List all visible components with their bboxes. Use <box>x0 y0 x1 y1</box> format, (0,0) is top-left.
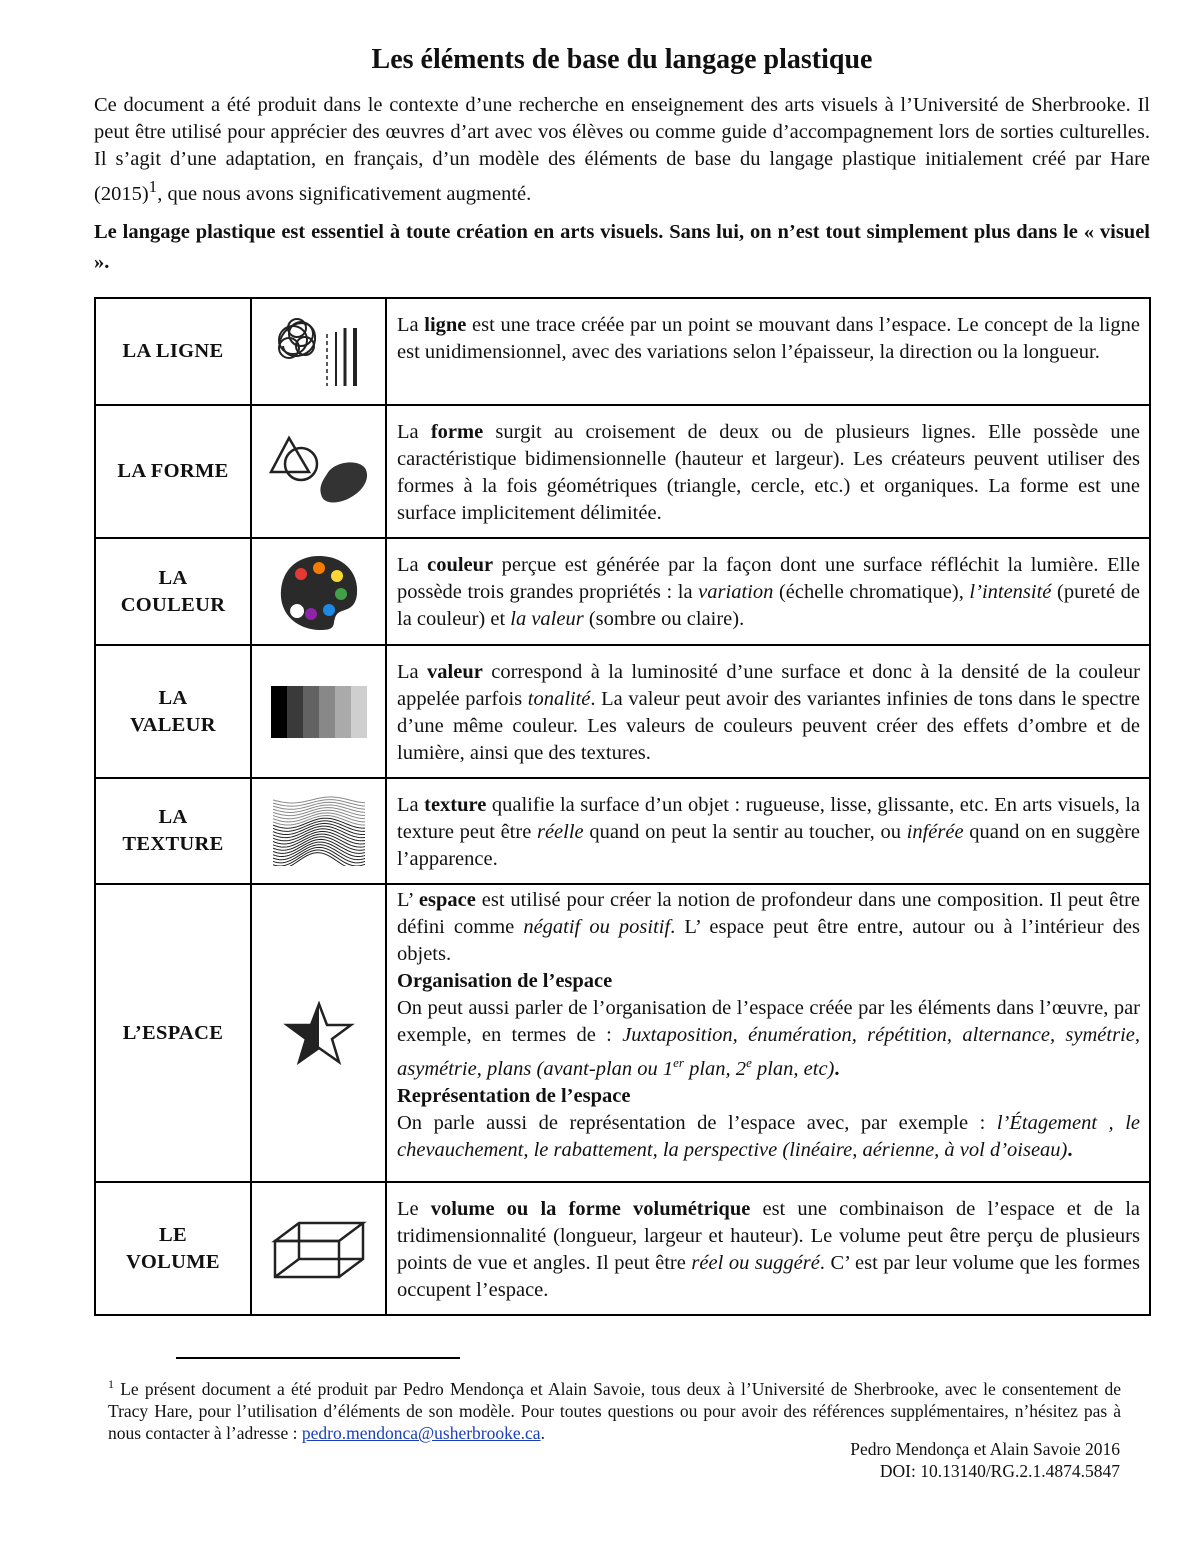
element-name-text: L’ESPACE <box>122 1021 224 1044</box>
keyword: texture <box>424 794 487 816</box>
table-row <box>95 538 1150 645</box>
wireframe-box-icon <box>271 1217 367 1281</box>
lead-statement: Le langage plastique est essentiel à toute création en arts visuels. Sans lui, on n’est tout simplement plus dans le « visuel ». <box>94 220 1150 273</box>
element-name <box>95 405 251 538</box>
table-row <box>95 298 1150 405</box>
page-title: Les éléments de base du langage plastique <box>371 44 873 75</box>
value-scale-icon <box>271 686 367 738</box>
palette-paint-spot <box>331 570 343 582</box>
keyword: espace <box>418 889 476 911</box>
table-row <box>95 1182 1150 1315</box>
credit-block <box>850 1438 1120 1482</box>
value-swatch <box>351 686 367 738</box>
keyword: couleur <box>427 554 494 576</box>
element-description: L’ espace est utilisé pour créer la notion de profondeur dans une composition. Il peut être défini comme négatif ou positif. L’ espace peut être entre, autour ou à l’intérieur des objets. Organisation de l’espace On peut aussi parler de l’organisation de l’espace créée par les éléments dans l’œuvre, par exemple, en termes de : Juxtaposition, énumération, répétition, alternance, symétrie, asymétrie, plans (avant-plan ou 1er plan, 2e plan, etc). Représentation de l’espace On parle aussi de représentation de l’espace avec, par exemple : l’Étagement , le chevauchement, le rabattement, la perspective (linéaire, aérienne, à vol d’oiseau). <box>386 884 1150 1182</box>
authors-year: Pedro Mendonça et Alain Savoie 2016 <box>850 1439 1120 1459</box>
value-swatch <box>287 686 304 738</box>
footnote-number: 1 <box>108 1377 114 1391</box>
element-name: LA COULEUR <box>95 538 251 645</box>
element-description: La texture qualifie la surface d’un objet : rugueuse, lisse, glissante, etc. En arts visuels, la texture peut être réelle quand on peut la sentir au toucher, ou inférée quand on en suggère l’apparence. <box>386 778 1150 884</box>
element-name: LA VALEUR <box>95 645 251 778</box>
element-name-text: LA FORME <box>117 460 229 482</box>
icon-cell <box>251 884 386 1182</box>
element-name-text: LA LIGNE <box>122 340 224 362</box>
line-scribble-icon <box>271 314 367 390</box>
value-swatch <box>319 686 336 738</box>
icon-cell <box>251 645 386 778</box>
palette-icon <box>277 552 361 632</box>
footnote-ref[interactable]: 1 <box>148 177 158 196</box>
palette-paint-spot <box>313 562 325 574</box>
texture-wave-line <box>273 797 365 803</box>
palette-paint-spot <box>335 588 347 600</box>
subheading: Organisation de l’espace <box>397 970 613 992</box>
email-link[interactable]: pedro.mendonca@usherbrooke.ca <box>301 1422 541 1443</box>
value-swatch <box>303 686 320 738</box>
intro-text: Ce document a été produit dans le contexte d’une recherche en enseignement des arts visuels à l’Université de Sherbrooke. Il peut être utilisé pour apprécier des œuvres d’art avec vos élèves ou comme guide d’accompagnement lors de sorties culturelles. Il s’agit d’une adaptation, en français, d’un modèle des éléments de base du langage plastique initialement créé par Hare (2015) <box>94 94 1150 205</box>
keyword: volume ou la forme volumétrique <box>430 1198 751 1220</box>
subheading: Représentation de l’espace <box>397 1084 631 1107</box>
icon-cell <box>251 778 386 884</box>
element-name: LA TEXTURE <box>95 778 251 884</box>
value-swatch <box>335 686 352 738</box>
icon-cell <box>251 298 386 405</box>
star-icon <box>283 1001 355 1065</box>
element-description: La valeur correspond à la luminosité d’une surface et donc à la densité de la couleur appelée parfois tonalité. La valeur peut avoir des variantes infinies de tons dans le spectre d’une même couleur. Les valeurs de couleurs peuvent créer des effets d’ombre et de lumière, ainsi que des textures. <box>386 645 1150 778</box>
keyword: valeur <box>427 661 483 683</box>
table-row <box>95 645 1150 778</box>
wavy-texture-icon <box>273 796 365 866</box>
shapes-icon <box>267 434 371 510</box>
element-name <box>95 884 251 1182</box>
icon-cell <box>251 405 386 538</box>
element-description: Le volume ou la forme volumétrique est une combinaison de l’espace et de la tridimensionnalité (longueur, largeur et hauteur). Le volume peut être perçu de plusieurs points de vue et angles. Il peut être réel ou suggéré. C’ est par leur volume que les formes occupent l’espace. <box>386 1182 1150 1315</box>
intro-paragraph <box>94 92 1150 208</box>
keyword: forme <box>430 421 484 443</box>
intro-text-end: , que nous avons significativement augmenté. <box>157 182 532 205</box>
table-row <box>95 884 1150 1182</box>
element-description: La forme surgit au croisement de deux ou de plusieurs lignes. Elle possède une caractéristique bidimensionnelle (hauteur et largeur). Les créateurs peuvent utiliser des formes à la fois géométriques (triangle, cercle, etc.) et organiques. La forme est une surface implicitement délimitée. <box>386 405 1150 538</box>
footnote-separator <box>176 1357 460 1359</box>
element-name <box>95 298 251 405</box>
doi: DOI: 10.13140/RG.2.1.4874.5847 <box>879 1461 1120 1481</box>
palette-paint-spot <box>305 608 317 620</box>
table-row <box>95 778 1150 884</box>
element-name: LE VOLUME <box>95 1182 251 1315</box>
footnote: $^1$ Le présent document a été produit par Pedro Mendonça et Alain Savoie, tous deux à l’Université de Sherbrooke, avec le consentement de Tracy Hare, pour l’utilisation d’éléments de son modèle. Pour toutes questions ou pour avoir des références supplémentaires, n’hésitez pas à nous contacter à l’adresse : pedro.mendonca@usherbrooke.ca. <box>108 1377 1121 1443</box>
keyword: ligne <box>424 314 467 336</box>
document-page <box>94 38 1150 277</box>
element-description: La ligne est une trace créée par un point se mouvant dans l’espace. Le concept de la ligne est unidimensionnel, avec des variations selon l’épaisseur, la direction ou la longueur. <box>386 298 1150 405</box>
icon-cell <box>251 1182 386 1315</box>
element-description: La couleur perçue est générée par la façon dont une surface réfléchit la lumière. Elle possède trois grandes propriétés : la variation (échelle chromatique), l’intensité (pureté de la couleur) et la valeur (sombre ou claire). <box>386 538 1150 645</box>
icon-cell <box>251 538 386 645</box>
texture-wave-line <box>273 813 365 822</box>
palette-paint-spot <box>323 604 335 616</box>
value-swatch <box>271 686 288 738</box>
table-row <box>95 405 1150 538</box>
texture-wave-line <box>273 810 365 819</box>
palette-paint-spot <box>295 568 307 580</box>
elements-table <box>94 297 1151 1316</box>
